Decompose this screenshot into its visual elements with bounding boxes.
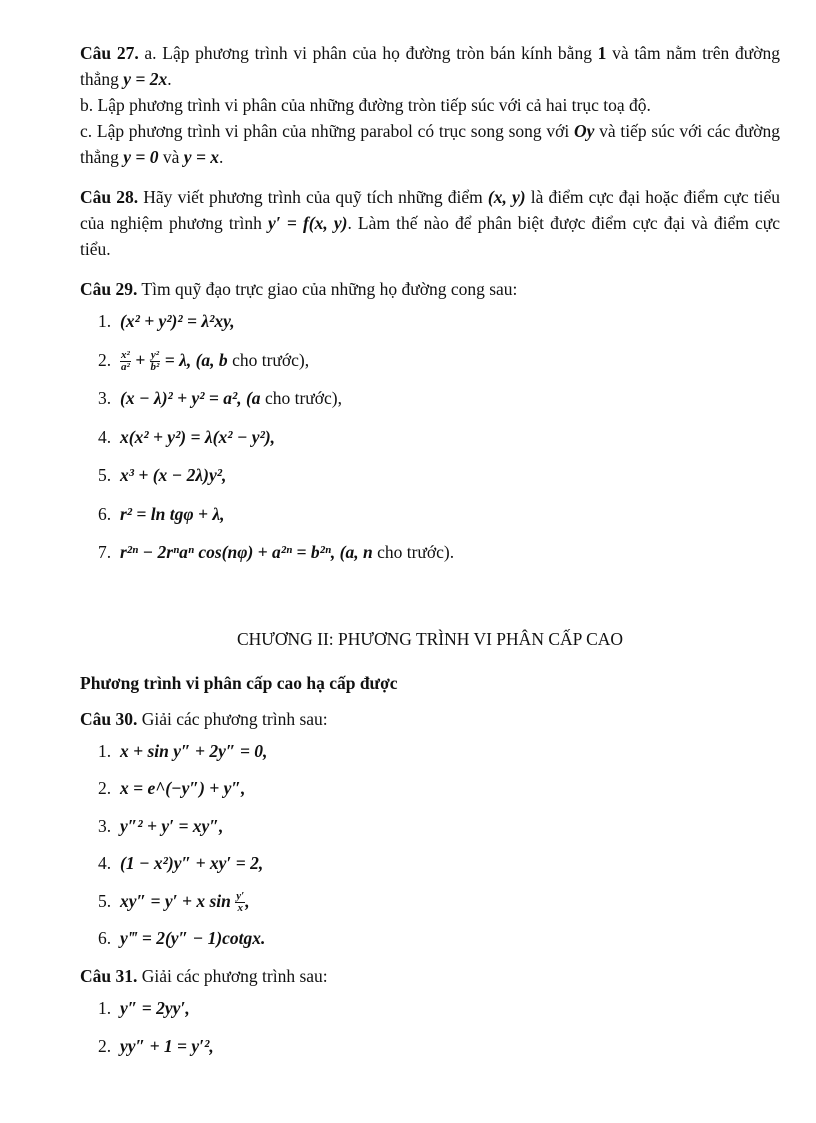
item-expression: r²ⁿ − 2rⁿaⁿ cos(nφ) + a²ⁿ = b²ⁿ, (a, n: [120, 542, 373, 562]
item-expression: y″ = 2yy′,: [120, 997, 190, 1018]
fraction-numerator: y²: [150, 348, 160, 361]
item-note: cho trước).: [372, 542, 455, 562]
item-number: 6.: [98, 503, 112, 524]
question-31: [80, 963, 780, 989]
item-expression: y‴ = 2(y″ − 1)cotgx.: [120, 928, 266, 948]
list-item: [98, 385, 780, 424]
list-item: [98, 424, 780, 463]
q29-list: [80, 308, 780, 578]
question-27-b: [80, 92, 780, 118]
list-item: [98, 462, 780, 501]
item-number: 2.: [98, 778, 112, 798]
chapter-title: CHƯƠNG II: PHƯƠNG TRÌNH VI PHÂN CẤP CAO: [236, 628, 624, 649]
fraction-numerator: y′: [236, 889, 245, 902]
question-28: [80, 184, 780, 262]
q27-c-eq2: y = x: [183, 147, 220, 167]
q28-point: (x, y): [487, 187, 526, 207]
q27-b-text: b. Lập phương trình vi phân của những đường tròn tiếp súc với cả hai trục toạ độ.: [80, 95, 651, 115]
list-item: [98, 501, 780, 540]
question-label: Câu 27.: [80, 43, 139, 63]
q30-intro: Giải các phương trình sau:: [137, 708, 328, 729]
item-expression: r² = ln tgφ + λ,: [120, 503, 225, 524]
fraction-denominator: a²: [121, 360, 130, 373]
item-number: 3.: [98, 388, 112, 408]
q31-list: [80, 995, 780, 1072]
fraction-denominator: b²: [150, 360, 160, 373]
item-number: 5.: [98, 890, 112, 911]
item-expression: x = e^(−y″) + y″,: [120, 778, 246, 798]
q27-c-and: và: [158, 147, 184, 167]
document-page: [80, 40, 780, 1072]
item-note: cho trước),: [260, 388, 342, 408]
list-item: [98, 775, 780, 813]
q27-a-text2: và tâm nằm trên đường thẳng: [80, 43, 780, 89]
question-27-c: c. Lập phương trình vi phân của những parabol có trục song song với Oy và tiếp súc với các đường thẳng y = 0 và y = x.: [80, 121, 780, 167]
question-29: [80, 276, 780, 302]
item-number: 1.: [98, 311, 112, 331]
q27-a-equation: y = 2x: [123, 69, 168, 89]
q27-a-text1: a. Lập phương trình vi phân của họ đường tròn bán kính bằng: [144, 43, 598, 63]
q28-text1: Hãy viết phương trình của quỹ tích những điểm: [138, 187, 488, 207]
item-number: 4.: [98, 426, 112, 447]
fraction: [235, 891, 245, 914]
item-number: 4.: [98, 853, 112, 873]
list-item: 2. $\frac{\text{x²}}{\text{a²}}$ + $\frac{\text{y²}}{\text{b²}}$ = λ, (a, b cho trước),: [98, 347, 780, 386]
section-title: Phương trình vi phân cấp cao hạ cấp được: [80, 672, 398, 693]
item-number: 1.: [98, 997, 112, 1018]
q28-equation: y′ = f(x, y): [268, 213, 348, 233]
list-item: [98, 850, 780, 888]
item-number: 7.: [98, 542, 112, 562]
q28-text2: là điểm cực đại hoặc điểm cực tiểu của nghiệm phương trình: [80, 187, 780, 233]
list-item: [98, 888, 780, 926]
q27-c-eq1: y = 0: [123, 147, 159, 167]
q31-intro: Giải các phương trình sau:: [137, 965, 328, 986]
fraction-numerator: x²: [121, 348, 130, 361]
item-expression: (1 − x²)y″ + xy′ = 2,: [120, 853, 264, 873]
list-item: [98, 738, 780, 776]
item-expression: x³ + (x − 2λ)y²,: [120, 465, 227, 485]
list-item: [98, 813, 780, 851]
item-expression: = λ, (a, b: [160, 349, 228, 370]
question-30: [80, 706, 780, 732]
item-expression: y″² + y′ = xy″,: [120, 815, 224, 836]
list-item: [98, 995, 780, 1034]
item-number: 1.: [98, 740, 112, 761]
question-label: Câu 31.: [80, 965, 138, 986]
fraction: [120, 350, 131, 373]
q27-c-text2: và tiếp súc với các đường thẳng: [80, 121, 780, 167]
item-number: 6.: [98, 928, 112, 948]
q28-text3: . Làm thế nào để phân biệt được điểm cực đại và điểm cực tiểu.: [80, 213, 780, 259]
item-number: 2.: [98, 349, 112, 370]
q30-list: [80, 738, 780, 963]
list-item: [98, 539, 780, 578]
item-expression-end: ,: [245, 890, 250, 911]
q27-c-text1: c. Lập phương trình vi phân của những parabol có trục song song với: [80, 121, 574, 141]
item-expression: x + sin y″ + 2y″ = 0,: [120, 740, 268, 761]
item-number: 5.: [98, 465, 112, 485]
item-expression: (x − λ)² + y² = a², (a: [120, 388, 261, 408]
q27-c-oy: Oy: [573, 121, 595, 141]
fraction: [150, 350, 161, 373]
list-item: [98, 925, 780, 963]
question-label: Câu 29.: [80, 279, 138, 299]
fraction-denominator: x: [237, 901, 243, 914]
q27-a-one: 1: [597, 43, 607, 63]
item-expression: yy″ + 1 = y′²,: [120, 1036, 214, 1056]
list-item: [98, 1033, 780, 1072]
item-expression: xy″ = y′ + x sin: [120, 890, 236, 911]
question-27: Câu 27. a. Lập phương trình vi phân của họ đường tròn bán kính bằng 1 và tâm nằm trên đường thẳng y = 2x.: [80, 43, 780, 89]
item-note: cho trước),: [227, 349, 310, 370]
item-number: 3.: [98, 815, 112, 836]
item-number: 2.: [98, 1036, 112, 1056]
q29-intro: Tìm quỹ đạo trực giao của những họ đường cong sau:: [137, 279, 518, 299]
question-label: Câu 30.: [80, 708, 138, 729]
list-item: [98, 308, 780, 347]
question-label: Câu 28.: [80, 187, 139, 207]
item-expression: x(x² + y²) = λ(x² − y²),: [120, 426, 276, 447]
item-expression: (x² + y²)² = λ²xy,: [120, 311, 235, 331]
